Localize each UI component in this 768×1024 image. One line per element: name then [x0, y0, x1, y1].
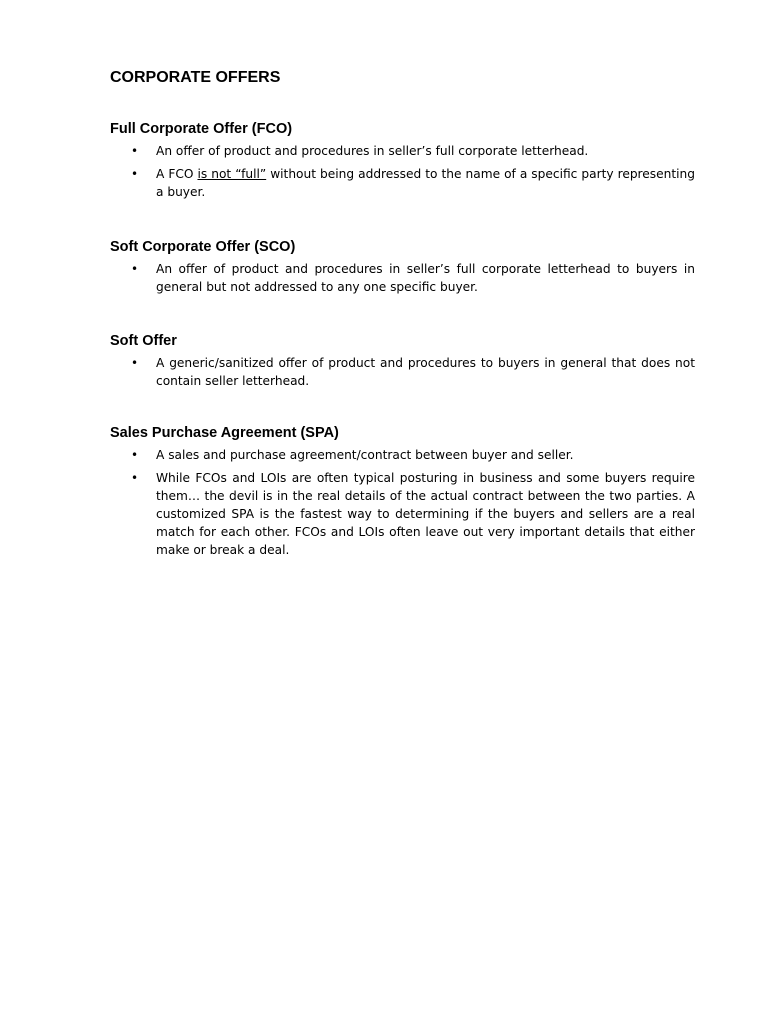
- list-item: [110, 142, 695, 160]
- list-item: [110, 446, 695, 464]
- list-item-text: While FCOs and LOIs are often typical posturing in business and some buyers require them… the devil is in the real details of the actual contract between the two parties. A customized SPA is the fastest way to determining if the buyers and sellers are a real match for each other. FCOs and LOIs often leave out very important details that either make or break a deal.: [156, 471, 695, 557]
- bullet-list: [110, 260, 695, 296]
- bullet-icon: •: [131, 144, 139, 158]
- bullet-icon: •: [131, 356, 139, 370]
- bullet-list: [110, 354, 695, 390]
- list-item-text: An offer of product and procedures in seller’s full corporate letterhead.: [156, 144, 589, 158]
- list-item: [110, 469, 695, 559]
- list-item-text-after: without being addressed to the name of a specific party representing a buyer.: [156, 167, 696, 199]
- bullet-icon: •: [131, 167, 139, 181]
- list-item: [110, 354, 695, 390]
- bullet-icon: •: [131, 448, 139, 462]
- section-heading: Soft Offer: [110, 333, 177, 349]
- section-fco: [110, 120, 695, 201]
- list-item: [110, 260, 695, 296]
- section-soft-offer: [110, 332, 695, 390]
- document-title: CORPORATE OFFERS: [110, 69, 281, 86]
- bullet-icon: •: [131, 262, 139, 276]
- list-item: [110, 165, 695, 201]
- list-item-text: A sales and purchase agreement/contract between buyer and seller.: [156, 448, 574, 462]
- section-heading: Sales Purchase Agreement (SPA): [110, 425, 339, 441]
- bullet-list: [110, 142, 695, 201]
- bullet-icon: •: [131, 471, 139, 485]
- section-spa: [110, 424, 695, 559]
- section-heading: Full Corporate Offer (FCO): [110, 121, 293, 137]
- list-item-text: A generic/sanitized offer of product and procedures to buyers in general that does not contain seller letterhead.: [156, 356, 695, 388]
- list-item-text: An offer of product and procedures in seller’s full corporate letterhead to buyers in general but not addressed to any one specific buyer.: [156, 262, 695, 294]
- list-item-text-before: A FCO: [156, 167, 198, 181]
- section-sco: [110, 238, 695, 296]
- section-heading: Soft Corporate Offer (SCO): [110, 239, 296, 255]
- underlined-emphasis: is not “full”: [197, 167, 267, 181]
- bullet-list: [110, 446, 695, 559]
